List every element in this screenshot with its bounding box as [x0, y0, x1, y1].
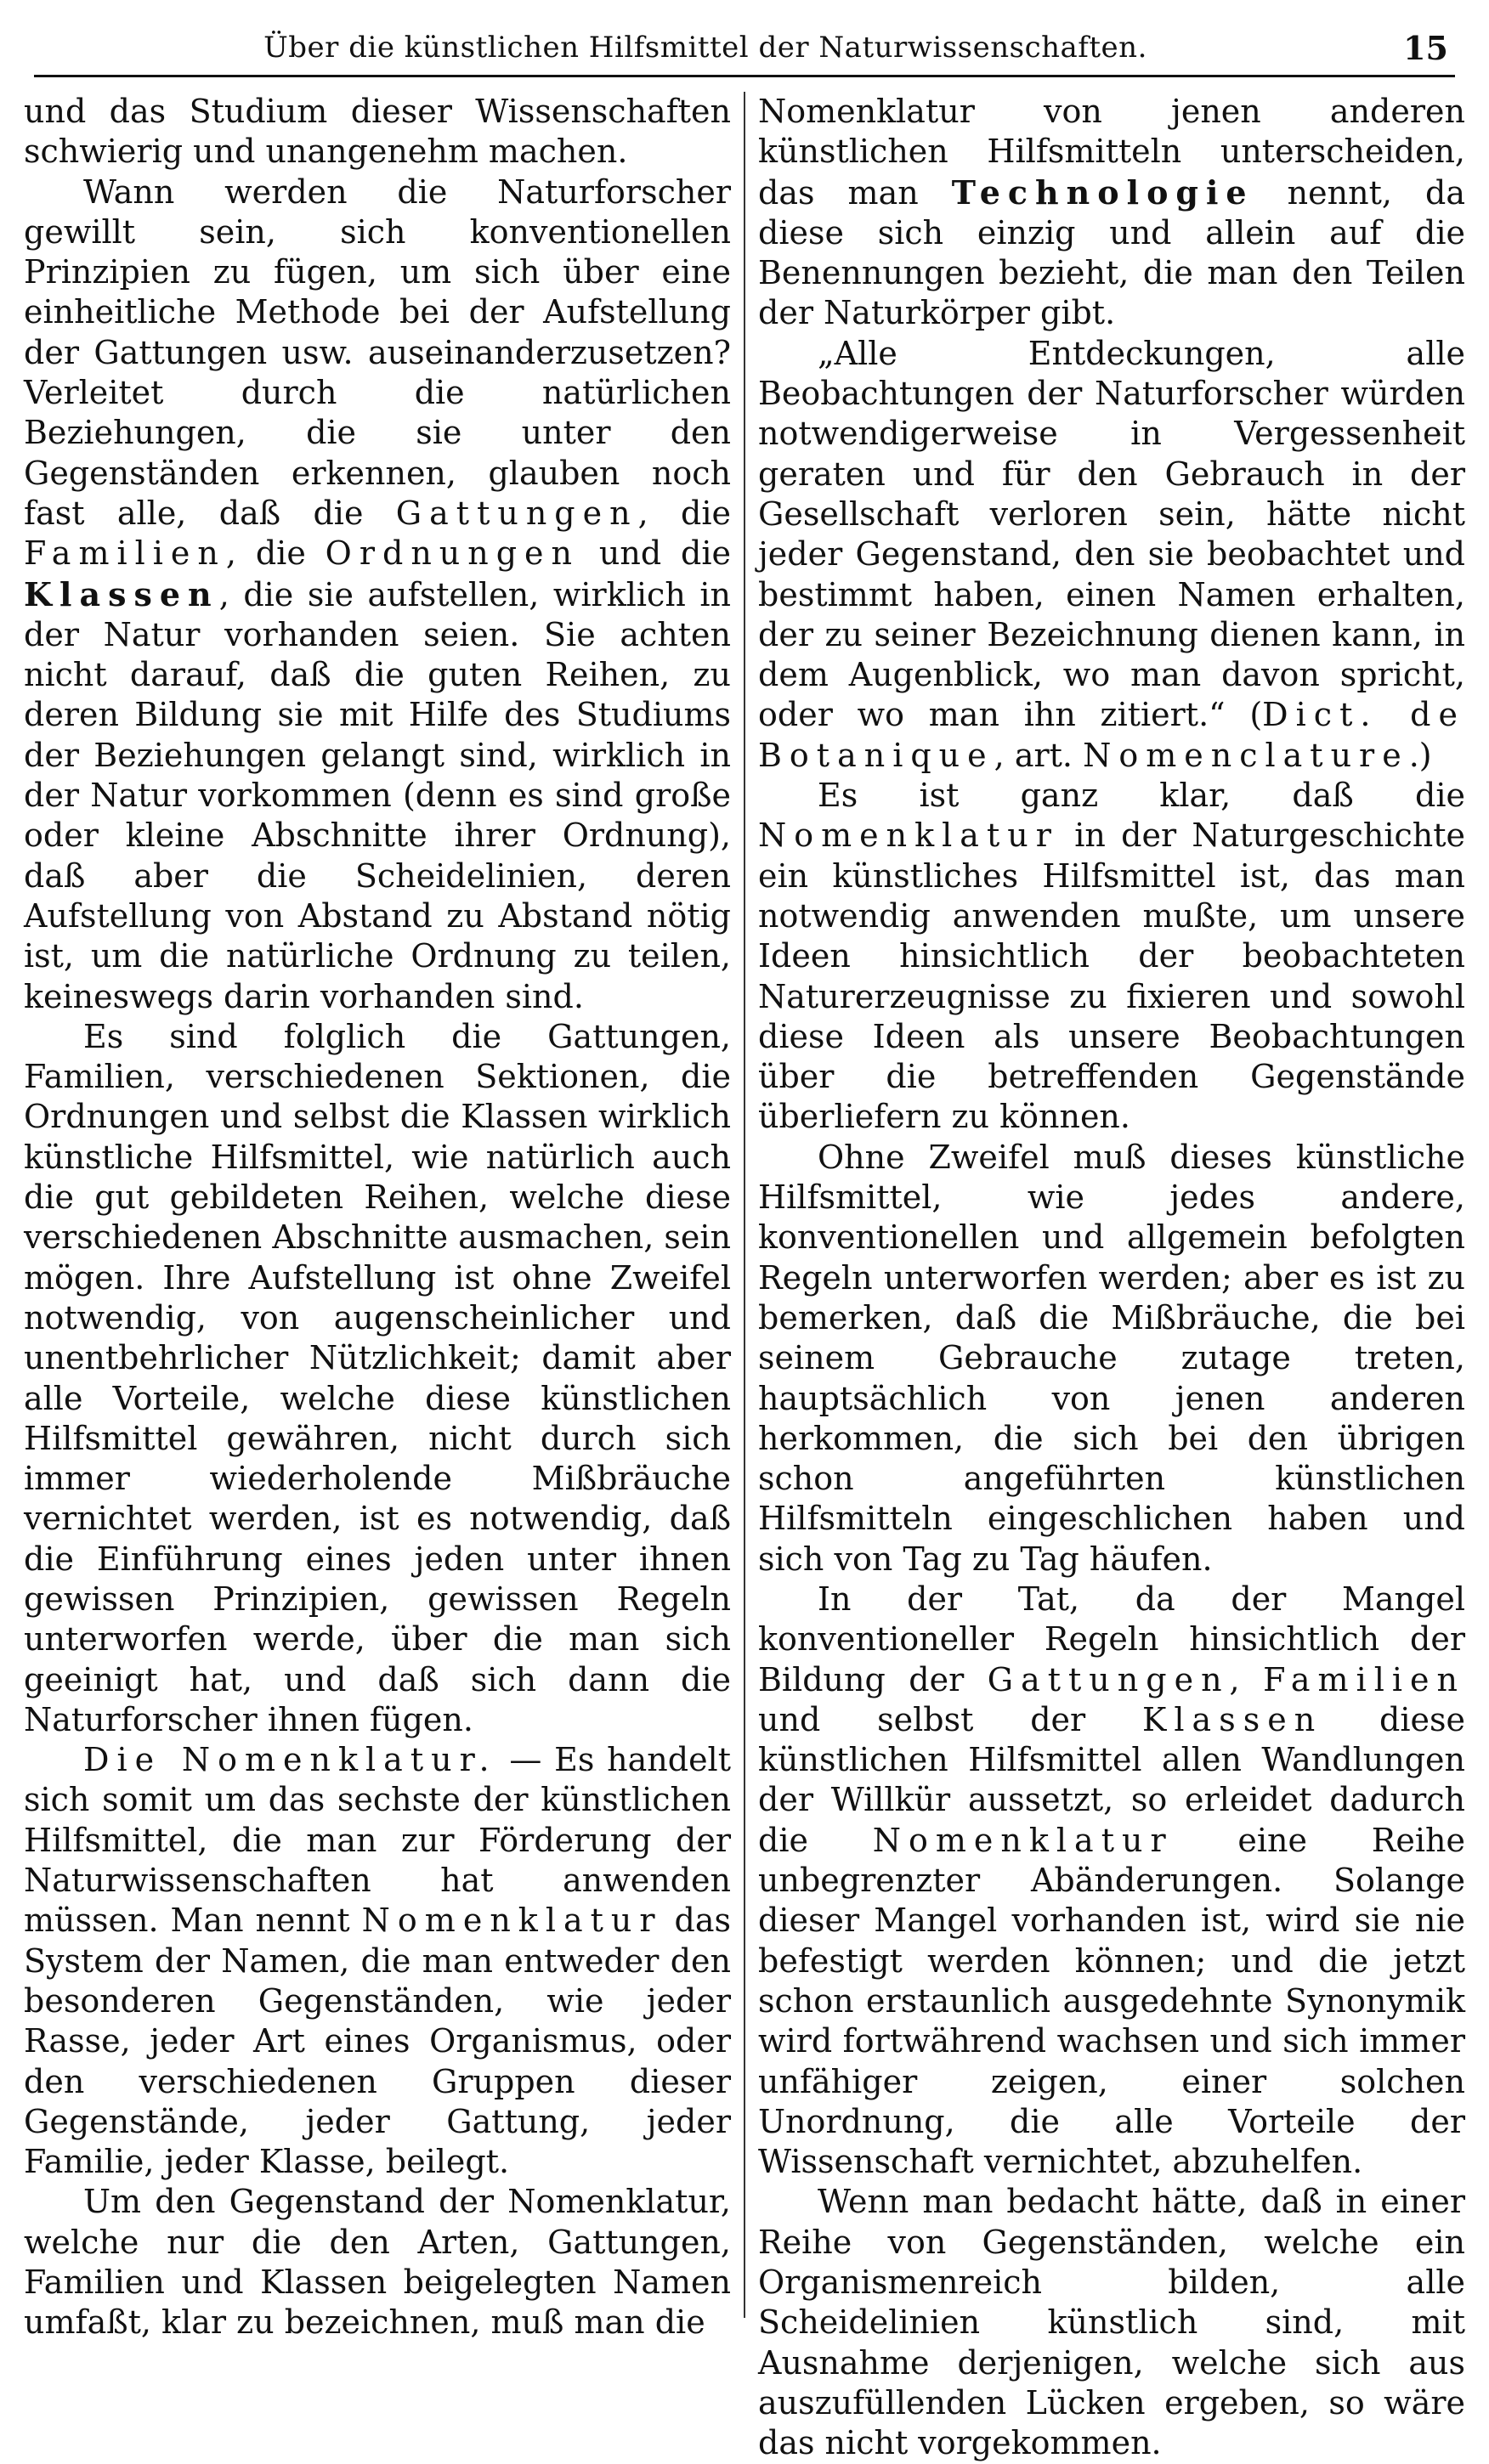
paragraph [24, 1017, 731, 1740]
spaced-term: Familien [1263, 1660, 1465, 1698]
paragraph-text: und die [580, 534, 731, 573]
paragraph-text: Wann werden die Naturforscher gewillt sein, sich konventionellen Prinzipien zu fügen, um sich über eine einheitliche Methode bei der Aufstellung der Gattungen usw. auseinanderzusetzen? Verleitet durch die natürlichen Beziehungen, die sie unter den Gegenständen erkennen, glauben noch fast alle, daß die [24, 172, 731, 532]
paragraph-text: nennt, da diese sich einzig und allein auf die Benennungen bezieht, die man den Teilen der Naturkörper gibt. [758, 173, 1465, 332]
paragraph-text: Nomenklatur von jenen anderen künstlichen Hilfsmitteln unterscheiden, das man [758, 93, 1465, 212]
paragraph-text: , die [225, 534, 326, 573]
paragraph [758, 1138, 1465, 1580]
paragraph-text: , art. [994, 736, 1084, 774]
section-heading: Die Nomenklatur. [83, 1741, 497, 1779]
spaced-term: Gattungen [987, 1660, 1230, 1698]
spaced-term: Nomenklatur [872, 1821, 1174, 1859]
running-title: Über die künstlichen Hilfsmittel der Naturwissenschaften. [263, 31, 1147, 65]
paragraph-text: In der Tat, da der Mangel konventioneller Regeln hinsichtlich der Bildung der [758, 1580, 1465, 1698]
spaced-term: Dict. de Botanique [758, 696, 1465, 774]
spaced-term: Technologie [951, 172, 1254, 212]
paragraph-text: das System der Namen, die man entweder den besonderen Gegenständen, wie jeder Rasse, jeder Art eines Organismus, oder den verschiedenen Gruppen dieser Gegenstände, jeder Gattung, jeder Familie, jeder Klasse, beilegt. [24, 1902, 731, 2181]
paragraph [758, 2182, 1465, 2463]
spaced-term: Klassen [1142, 1700, 1323, 1738]
paragraph-text: , die sie aufstellen, wirklich in der Natur vorhanden seien. Sie achten nicht darauf, daß die guten Reihen, zu deren Bildung sie mit Hilfe des Studiums der Beziehungen gelangt sind, wirklich in der Natur vorkommen (denn es sind große oder kleine Abschnitte ihrer Ordnung), daß aber die Scheidelinien, deren Aufstellung von Abstand zu Abstand nötig ist, um die natürliche Ordnung zu teilen, keineswegs darin vorhanden sind. [24, 575, 731, 1015]
paragraph-text: Es ist ganz klar, daß die [818, 777, 1465, 815]
paragraph-text: eine Reihe unbegrenzter Abänderungen. Solange dieser Mangel vorhanden ist, wird sie nie befestigt werden können; und die jetzt schon erstaunlich ausgedehnte Synonymik wird fortwährend wachsen und sich immer unfähiger zeigen, einer solchen Unordnung, die alle Vorteile der Wissenschaft vernichtet, abzuhelfen. [758, 1821, 1465, 2181]
spaced-term: Nomenclature [1083, 736, 1409, 774]
paragraph-text: — Es handelt sich somit um das sechste der künstlichen Hilfsmittel, die man zur Förderung der Naturwissenschaften hat anwenden müssen. Man nennt [24, 1741, 731, 1940]
page-header [34, 20, 1455, 77]
spaced-term: Familien [24, 534, 226, 573]
paragraph-text: Es sind folglich die Gattungen, Familien, verschiedenen Sektionen, die Ordnungen und selbst die Klassen wirklich künstliche Hilfsmittel, wie natürlich auch die gut gebildeten Reihen, welche diese verschiedenen Abschnitte ausmachen, sein mögen. Ihre Aufstellung ist ohne Zweifel notwendig, von augenscheinlicher und unentbehrlicher Nützlichkeit; damit aber alle Vorteile, welche diese künstlichen Hilfsmittel gewähren, nicht durch sich immer wiederholende Mißbräuche vernichtet werden, ist es notwendig, daß die Einführung eines jeden unter ihnen gewissen Prinzipien, gewissen Regeln unterworfen werde, über die man sich geeinigt hat, und daß sich dann die Naturforscher ihnen fügen. [24, 1017, 731, 1738]
paragraph [24, 2182, 731, 2342]
paragraph-text: und selbst der [758, 1700, 1143, 1738]
paragraph [758, 334, 1465, 776]
paragraph-text: in der Naturgeschichte ein künstliches Hilfsmittel ist, das man notwendig anwenden mußte, um unsere Ideen hinsichtlich der beobachteten Naturerzeugnisse zu fixieren und sowohl diese Ideen als unsere Beobachtungen über die betreffenden Gegenstände überliefern zu können. [758, 817, 1465, 1136]
paragraph-text: Um den Gegenstand der Nomenklatur, welche nur die den Arten, Gattungen, Familien und Klassen beigelegten Namen umfaßt, klar zu bezeichnen, muß man die [24, 2183, 731, 2342]
paragraph [758, 776, 1465, 1138]
paragraph [758, 92, 1465, 334]
right-column [758, 92, 1465, 2462]
paragraph-text: Wenn man bedacht hätte, daß in einer Reihe von Gegenständen, welche ein Organismenreich bilden, alle Scheidelinien künstlich sind, mit Ausnahme derjenigen, welche sich aus auszufüllenden Lücken ergeben, so wäre das nicht vorgekommen. [758, 2183, 1465, 2462]
paragraph-text: Ohne Zweifel muß dieses künstliche Hilfsmittel, wie jedes andere, konventionellen und allgemein befolgten Regeln unterworfen werden; aber es ist zu bemerken, daß die Mißbräuche, die bei seinem Gebrauche zutage treten, hauptsächlich von jenen anderen herkommen, die sich bei den übrigen schon angeführten künstlichen Hilfsmitteln eingeschlichen haben und sich von Tag zu Tag häufen. [758, 1138, 1465, 1578]
spaced-term: Gattungen [395, 494, 638, 532]
page-number: 15 [1403, 29, 1448, 67]
paragraph-text: diese künstlichen Hilfsmittel allen Wandlungen der Willkür aussetzt, so erleidet dadurch die [758, 1700, 1465, 1859]
paragraph-text: .) [1408, 736, 1432, 774]
column-divider [744, 92, 745, 2318]
paragraph-text: , [1229, 1660, 1264, 1698]
spaced-term: Klassen [24, 574, 219, 613]
spaced-term: Nomenklatur [758, 817, 1059, 855]
paragraph-text: und das Studium dieser Wissenschaften schwierig und unangenehm machen. [24, 93, 731, 171]
paragraph [758, 1580, 1465, 2182]
spaced-term: Nomenklatur [361, 1902, 663, 1940]
paragraph [24, 1740, 731, 2182]
spaced-term: Ordnungen [325, 534, 580, 573]
paragraph-text: , die [637, 494, 731, 532]
left-column [24, 92, 731, 2342]
paragraph [24, 172, 731, 1017]
paragraph-text: „Alle Entdeckungen, alle Beobachtungen der Naturforscher würden notwendigerweise in Vergessenheit geraten und für den Gebrauch in der Gesellschaft verloren sein, hätte nicht jeder Gegenstand, den sie beobachtet und bestimmt haben, einen Namen erhalten, der zu seiner Bezeichnung dienen kann, in dem Augenblick, wo man davon spricht, oder wo man ihn zitiert.“ ( [758, 334, 1465, 734]
paragraph [24, 92, 731, 172]
